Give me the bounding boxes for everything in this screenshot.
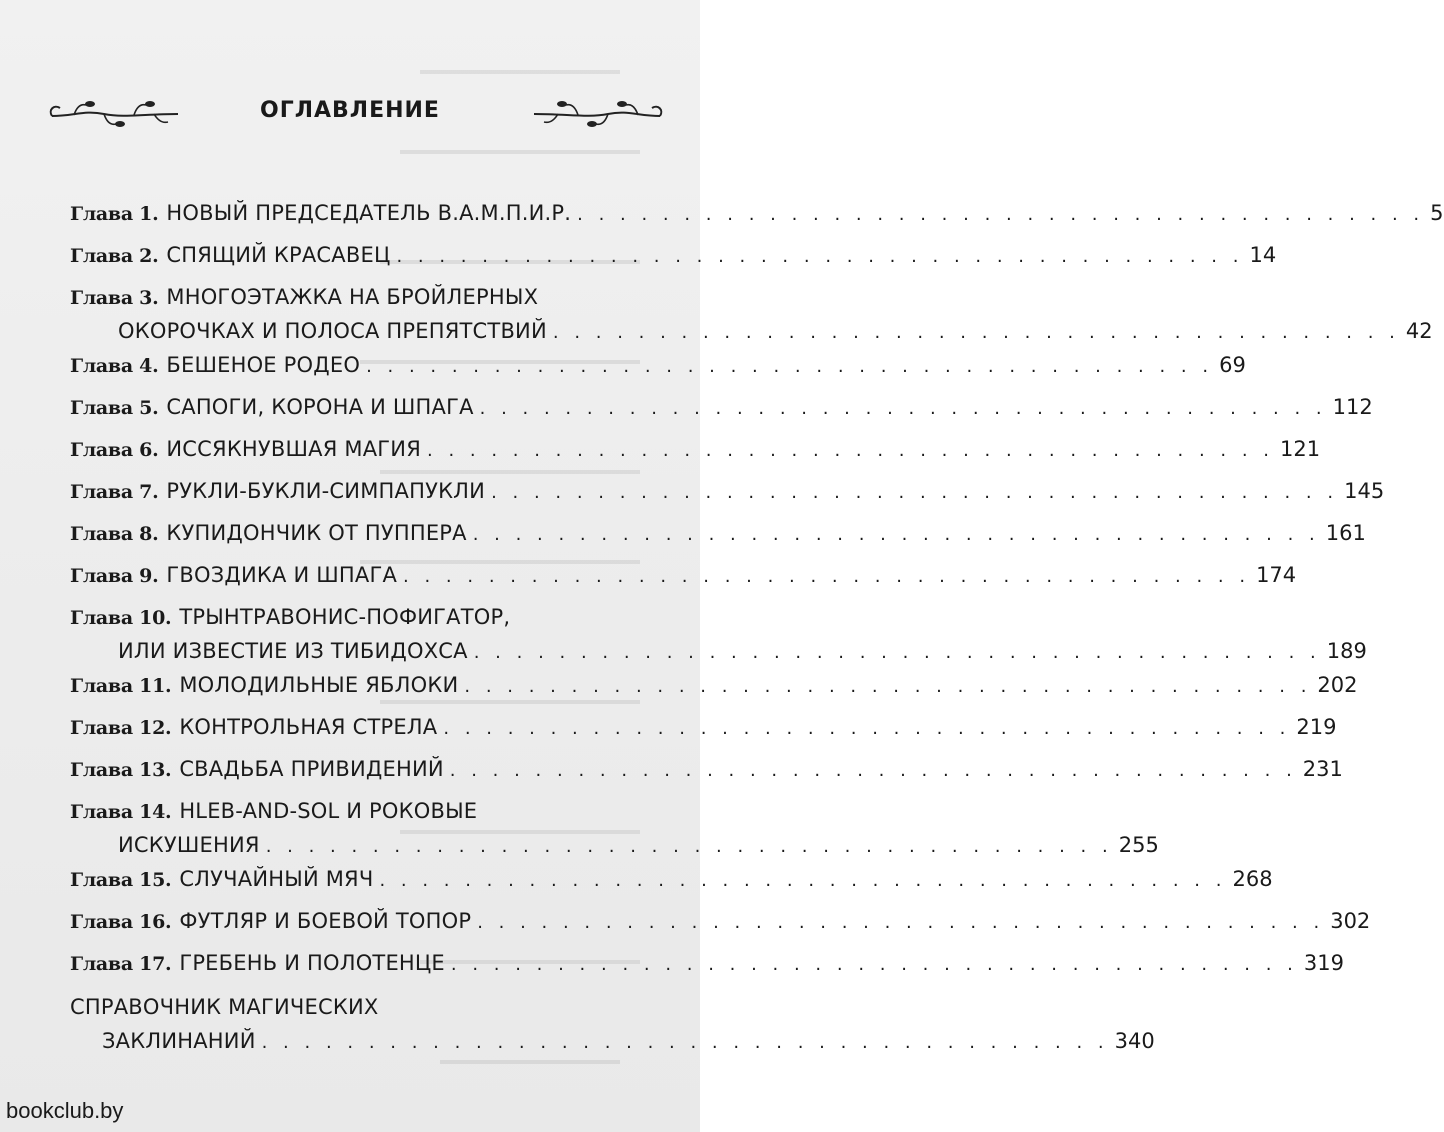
chapter-title: ФУТЛЯР И БОЕВОЙ ТОПОР <box>179 909 472 933</box>
dot-leader: . . . . . . . . . . . . . . . . . . . . . . . . . . . . . . . . . . . . . . . . <box>577 204 1425 225</box>
page-number: 121 <box>1280 437 1321 461</box>
dot-leader: . . . . . . . . . . . . . . . . . . . . . . . . . . . . . . . . . . . . . . . . <box>379 870 1227 891</box>
chapter-title: РУКЛИ-БУКЛИ-СИМПАПУКЛИ <box>166 479 486 503</box>
page-number: 112 <box>1332 395 1373 419</box>
toc-entry[interactable] <box>70 516 1366 550</box>
chapter-title: ИСКУШЕНИЯ <box>118 833 260 857</box>
dot-leader: . . . . . . . . . . . . . . . . . . . . . . . . . . . . . . . . . . . . . . . . <box>265 836 1113 857</box>
chapter-title: МОЛОДИЛЬНЫЕ ЯБЛОКИ <box>179 673 459 697</box>
toc-entry[interactable] <box>70 710 1337 744</box>
dot-leader: . . . . . . . . . . . . . . . . . . . . . . . . . . . . . . . . . . . . . . . . <box>443 718 1291 739</box>
page-number: 189 <box>1326 639 1367 663</box>
chapter-title: ИССЯКНУВШАЯ МАГИЯ <box>166 437 422 461</box>
page-number: 268 <box>1232 867 1273 891</box>
page-number: 231 <box>1302 757 1343 781</box>
chapter-label: Глава 12. <box>70 717 172 739</box>
toc-entry-line <box>70 390 1373 424</box>
toc-entry[interactable] <box>70 600 1367 668</box>
watermark: bookclub.by <box>6 1098 124 1123</box>
toc-entry[interactable] <box>70 862 1273 896</box>
chapter-label: Глава 10. <box>70 607 172 629</box>
toc-entry[interactable] <box>70 432 1321 466</box>
toc-entry[interactable] <box>70 794 1159 862</box>
chapter-title: СВАДЬБА ПРИВИДЕНИЙ <box>179 757 444 781</box>
dot-leader: . . . . . . . . . . . . . . . . . . . . . . . . . . . . . . . . . . . . . . . . <box>477 912 1325 933</box>
chapter-label: Глава 8. <box>70 523 159 545</box>
toc-entry-line <box>70 710 1337 744</box>
chapter-label: Глава 17. <box>70 953 172 975</box>
toc-entry[interactable] <box>70 196 1444 230</box>
toc-entry[interactable] <box>70 238 1277 272</box>
page-number: 42 <box>1405 319 1433 343</box>
chapter-title: HLEB-AND-SOL И РОКОВЫЕ <box>179 799 478 823</box>
toc-entry-line <box>70 600 660 634</box>
chapter-label: Глава 1. <box>70 203 159 225</box>
dot-leader: . . . . . . . . . . . . . . . . . . . . . . . . . . . . . . . . . . . . . . . . <box>403 566 1251 587</box>
chapter-label: Глава 3. <box>70 287 159 309</box>
chapter-title: ОКОРОЧКАХ И ПОЛОСА ПРЕПЯТСТВИЙ <box>118 319 547 343</box>
ornament-left-icon <box>44 92 184 136</box>
dot-leader: . . . . . . . . . . . . . . . . . . . . . . . . . . . . . . . . . . . . . . . . <box>449 760 1297 781</box>
dot-leader: . . . . . . . . . . . . . . . . . . . . . . . . . . . . . . . . . . . . . . . . <box>261 1032 1109 1053</box>
toc-entry-line <box>70 862 1273 896</box>
toc-entry-line <box>70 196 1444 230</box>
chapter-label: Глава 15. <box>70 869 172 891</box>
chapter-title: СЛУЧАЙНЫЙ МЯЧ <box>179 867 374 891</box>
toc-entry[interactable] <box>70 946 1344 980</box>
chapter-title: СПРАВОЧНИК МАГИЧЕСКИХ <box>70 995 379 1019</box>
toc-entry-line <box>70 238 1277 272</box>
chapter-label: Глава 14. <box>70 801 172 823</box>
toc-entry[interactable] <box>70 280 1433 348</box>
toc-entry[interactable] <box>70 668 1358 702</box>
toc-entry-line <box>70 904 1371 938</box>
chapter-label: Глава 5. <box>70 397 159 419</box>
page-title: ОГЛАВЛЕНИЕ <box>260 98 440 123</box>
dot-leader: . . . . . . . . . . . . . . . . . . . . . . . . . . . . . . . . . . . . . . . . <box>491 482 1339 503</box>
page-number: 161 <box>1325 521 1366 545</box>
page-number: 202 <box>1317 673 1358 697</box>
toc-entry-line <box>70 280 660 314</box>
toc-entry-line <box>70 474 1385 508</box>
page-number: 174 <box>1256 563 1297 587</box>
dot-leader: . . . . . . . . . . . . . . . . . . . . . . . . . . . . . . . . . . . . . . . . <box>366 356 1214 377</box>
dot-leader: . . . . . . . . . . . . . . . . . . . . . . . . . . . . . . . . . . . . . . . . <box>552 322 1400 343</box>
chapter-label: Глава 11. <box>70 675 172 697</box>
dot-leader: . . . . . . . . . . . . . . . . . . . . . . . . . . . . . . . . . . . . . . . . <box>427 440 1275 461</box>
toc-entry-line <box>70 634 1367 668</box>
toc-entry-line <box>70 946 1344 980</box>
toc-entry-line <box>70 558 1297 592</box>
chapter-title: НОВЫЙ ПРЕДСЕДАТЕЛЬ В.А.М.П.И.Р. <box>166 201 572 225</box>
toc-entry-line <box>70 314 1433 348</box>
toc-entry[interactable] <box>70 348 1246 382</box>
chapter-title: СПЯЩИЙ КРАСАВЕЦ <box>166 243 391 267</box>
page-number: 14 <box>1249 243 1277 267</box>
chapter-title: МНОГОЭТАЖКА НА БРОЙЛЕРНЫХ <box>166 285 539 309</box>
toc-entry-line <box>70 794 660 828</box>
chapter-label: Глава 2. <box>70 245 159 267</box>
toc-entry-line <box>70 516 1366 550</box>
chapter-label: Глава 4. <box>70 355 159 377</box>
chapter-title: КУПИДОНЧИК ОТ ПУППЕРА <box>166 521 467 545</box>
page-number: 340 <box>1114 1029 1155 1053</box>
toc-entry-line <box>70 828 1159 862</box>
chapter-label: Глава 7. <box>70 481 159 503</box>
toc-entry[interactable] <box>70 990 1155 1058</box>
chapter-label: Глава 13. <box>70 759 172 781</box>
toc-entry-line <box>70 990 660 1024</box>
toc-header <box>0 92 700 136</box>
toc-entry[interactable] <box>70 390 1373 424</box>
page-number: 319 <box>1303 951 1344 975</box>
dot-leader: . . . . . . . . . . . . . . . . . . . . . . . . . . . . . . . . . . . . . . . . <box>464 676 1312 697</box>
toc-entry-line <box>70 348 1246 382</box>
page-number: 145 <box>1344 479 1385 503</box>
page-number: 302 <box>1330 909 1371 933</box>
page-number: 219 <box>1296 715 1337 739</box>
chapter-label: Глава 16. <box>70 911 172 933</box>
toc-entry[interactable] <box>70 558 1297 592</box>
dot-leader: . . . . . . . . . . . . . . . . . . . . . . . . . . . . . . . . . . . . . . . . <box>396 246 1244 267</box>
chapter-label: Глава 9. <box>70 565 159 587</box>
chapter-title: ИЛИ ИЗВЕСТИЕ ИЗ ТИБИДОХСА <box>118 639 468 663</box>
toc-entry-line <box>70 1024 1155 1058</box>
chapter-title: ЗАКЛИНАНИЙ <box>102 1029 256 1053</box>
dot-leader: . . . . . . . . . . . . . . . . . . . . . . . . . . . . . . . . . . . . . . . . <box>479 398 1327 419</box>
toc-entry[interactable] <box>70 752 1343 786</box>
page-number: 255 <box>1118 833 1159 857</box>
chapter-title: ТРЫНТРАВОНИС-ПОФИГАТОР, <box>179 605 511 629</box>
chapter-title: БЕШЕНОЕ РОДЕО <box>166 353 361 377</box>
dot-leader: . . . . . . . . . . . . . . . . . . . . . . . . . . . . . . . . . . . . . . . . <box>472 524 1320 545</box>
chapter-title: ГРЕБЕНЬ И ПОЛОТЕНЦЕ <box>179 951 445 975</box>
ornament-right-icon <box>528 92 668 136</box>
toc-entry-line <box>70 668 1358 702</box>
dot-leader: . . . . . . . . . . . . . . . . . . . . . . . . . . . . . . . . . . . . . . . . <box>473 642 1321 663</box>
chapter-label: Глава 6. <box>70 439 159 461</box>
toc-entry-line <box>70 752 1343 786</box>
toc-entry-line <box>70 432 1321 466</box>
page-number: 5 <box>1430 201 1444 225</box>
dot-leader: . . . . . . . . . . . . . . . . . . . . . . . . . . . . . . . . . . . . . . . . <box>450 954 1298 975</box>
chapter-title: КОНТРОЛЬНАЯ СТРЕЛА <box>179 715 438 739</box>
toc-entry[interactable] <box>70 904 1371 938</box>
page-number: 69 <box>1219 353 1246 377</box>
chapter-title: ГВОЗДИКА И ШПАГА <box>166 563 398 587</box>
chapter-title: САПОГИ, КОРОНА И ШПАГА <box>166 395 474 419</box>
toc-entry[interactable] <box>70 474 1385 508</box>
